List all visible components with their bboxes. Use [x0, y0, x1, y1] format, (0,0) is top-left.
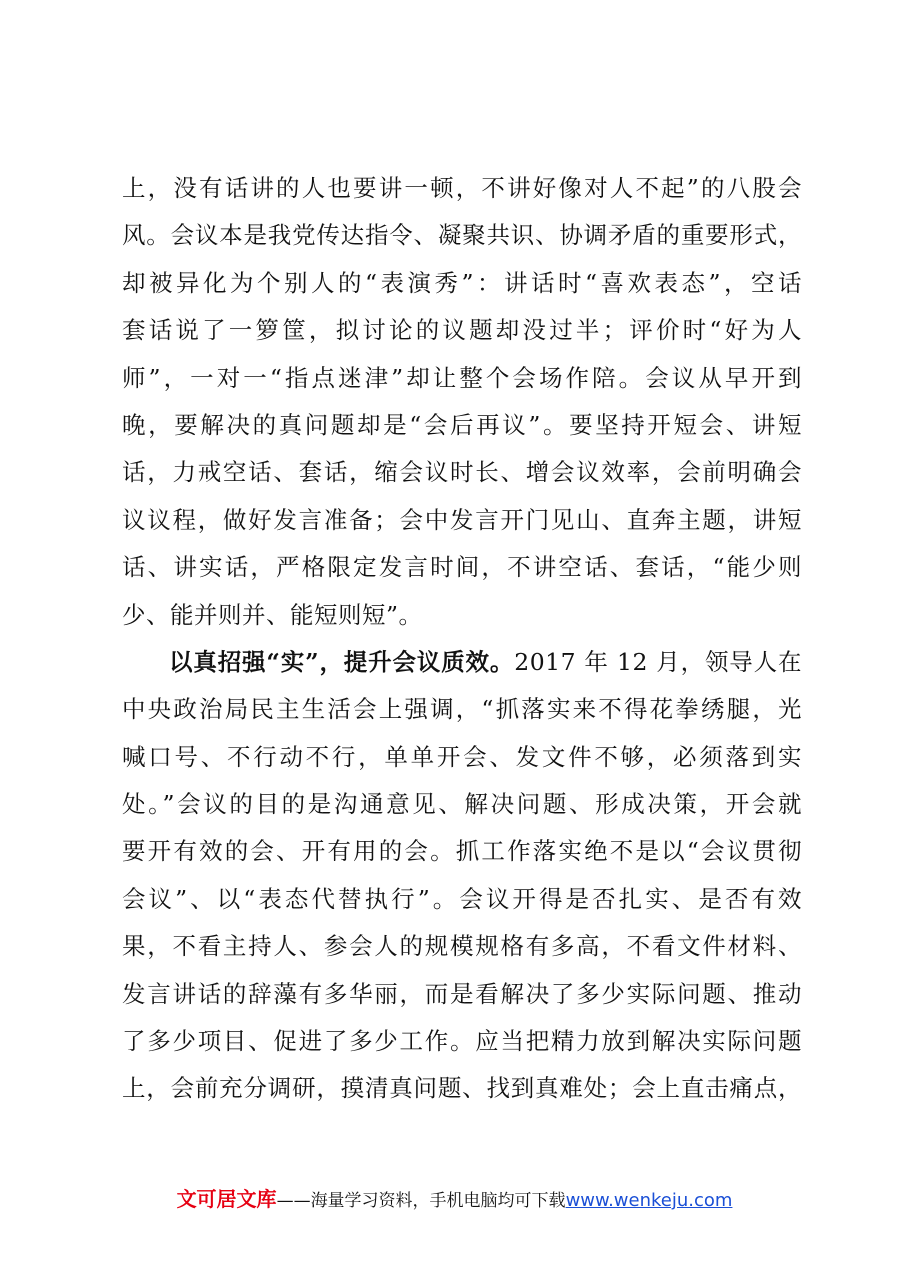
text-line: 套话说了一箩筐，拟讨论的议题却没过半；评价时“好为人: [122, 316, 802, 345]
footer-link[interactable]: www.wenkeju.com: [565, 1190, 733, 1211]
paragraph-1: [122, 165, 802, 639]
text-line: 果，不看主持人、参会人的规模规格有多高，不看文件材料、: [122, 932, 802, 961]
text-line: 少、能并则并、能短则短”。: [122, 600, 423, 629]
footer-banner: [0, 1183, 909, 1212]
paragraph-first-line: [122, 639, 802, 686]
text-line: 话，力戒空话、套话，缩会议时长、增会议效率，会前明确会: [122, 458, 802, 487]
text-line: 风。会议本是我党传达指令、凝聚共识、协调矛盾的重要形式，: [122, 221, 802, 250]
text-line: 喊口号、不行动不行，单单开会、发文件不够，必须落到实: [122, 742, 802, 771]
text-line: 要开有效的会、开有用的会。抓工作落实绝不是以“会议贯彻: [122, 837, 802, 866]
footer-tagline: ——海量学习资料，手机电脑均可下载: [276, 1191, 566, 1211]
footer-brand: 文可居文库: [176, 1187, 277, 1211]
text-line: 话、讲实话，严格限定发言时间，不讲空话、套话，“能少则: [122, 553, 802, 582]
text-line: 发言讲话的辞藻有多华丽，而是看解决了多少实际问题、推动: [122, 979, 802, 1008]
paragraph-first-line-text: 2017 年 12 月，领导人在: [514, 647, 802, 676]
text-line: 却被异化为个别人的“表演秀”：讲话时“喜欢表态”，空话: [122, 268, 802, 297]
body-text: [122, 165, 802, 1113]
text-line: 上，没有话讲的人也要讲一顿，不讲好像对人不起”的八股会: [122, 174, 802, 202]
text-line: 师”，一对一“指点迷津”却让整个会场作陪。会议从早开到: [122, 363, 802, 392]
text-line: 议议程，做好发言准备；会中发言开门见山、直奔主题，讲短: [122, 505, 802, 534]
text-line: 上，会前充分调研，摸清真问题、找到真难处；会上直击痛点，: [122, 1074, 802, 1103]
text-line: 中央政治局民主生活会上强调，“抓落实来不得花拳绣腿，光: [122, 695, 802, 724]
paragraph-heading: 以真招强“实”，提升会议质效。: [169, 647, 515, 676]
text-line: 会议”、以“表态代替执行”。会议开得是否扎实、是否有效: [122, 884, 802, 913]
text-line: 晚，要解决的真问题却是“会后再议”。要坚持开短会、讲短: [122, 410, 802, 439]
text-line: 处。”会议的目的是沟通意见、解决问题、形成决策，开会就: [122, 790, 802, 819]
paragraph-2: [122, 639, 802, 1113]
text-line: 了多少项目、促进了多少工作。应当把精力放到解决实际问题: [122, 1027, 802, 1056]
